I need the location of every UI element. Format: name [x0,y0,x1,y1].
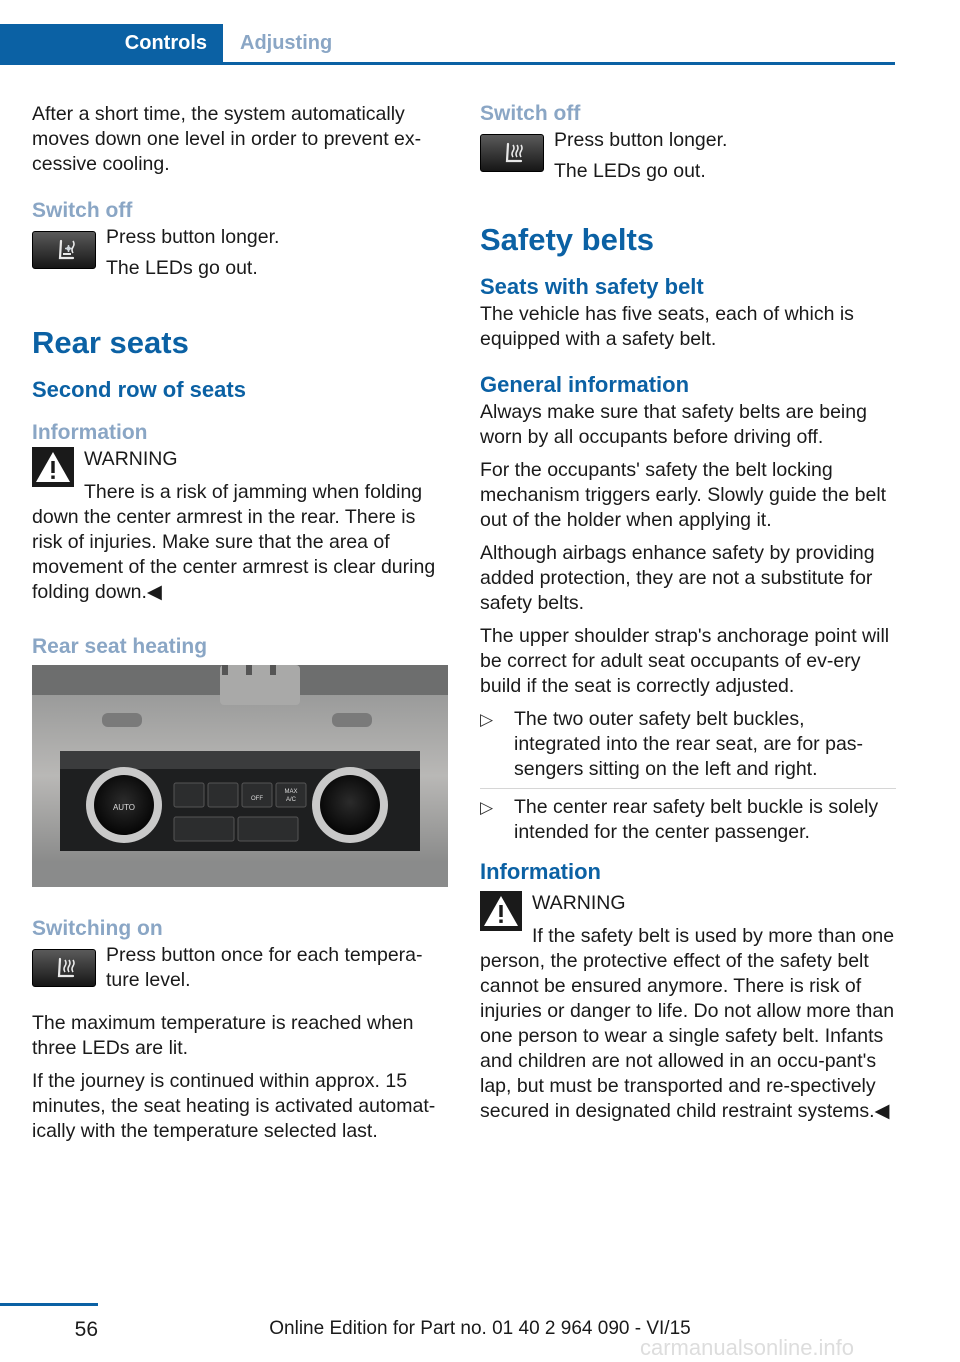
switch-off-line1-right: Press button longer. [554,129,728,151]
tab-adjusting[interactable]: Adjusting [240,32,333,54]
seat-heating-button-icon [480,134,544,172]
general-paragraph-4: The upper shoulder strap's anchorage point will be correct for adult seat occupants of ev‐ery build if the seat is correctly adjusted. [480,625,890,697]
warning-triangle-icon [480,891,522,931]
seat-heating-button-icon [32,949,96,987]
warning-block [32,447,448,605]
switching-on-heading: Switching on [32,917,163,940]
section-title-rear-seats: Rear seats [32,325,189,360]
seat-ventilation-button-icon [32,231,96,269]
information-heading-right: Information [480,859,601,884]
switch-off-heading: Switch off [32,199,133,222]
page-number: 56 [74,1318,98,1341]
subsection-title-second-row: Second row of seats [32,377,246,402]
switching-on-instruction [32,943,448,1007]
watermark: carmanualsonline.info [640,1335,855,1360]
subsection-title-seats-with-belt: Seats with safety belt [480,274,704,299]
tab-controls[interactable]: Controls [0,24,223,62]
switch-off-line2-right: The LEDs go out. [554,160,706,182]
off-label: OFF [251,796,263,802]
list-item [480,707,896,782]
max-temperature-text: The maximum temperature is reached when three LEDs are lit. [32,1012,414,1059]
auto-label: AUTO [112,803,136,812]
ac-label: A/C [285,797,297,803]
edition-footer: Online Edition for Part no. 01 40 2 964 090 - VI/15 [269,1318,691,1339]
general-paragraph-1: Always make sure that safety belts are being worn by all occupants before driving off. [480,401,867,448]
switching-on-text: Press button once for each tempera‐ture level. [106,944,423,991]
general-paragraph-3: Although airbags enhance safety by providing added protection, they are not a substitute for safety belts. [480,542,875,614]
general-paragraph-2: For the occupants' safety the belt locking mechanism triggers early. Slowly guide the belt out of the holder when applying it. [480,459,887,531]
max-label: MAX [284,789,298,795]
rear-climate-control-photo [32,665,448,887]
switch-off-instruction-right [480,128,896,192]
warning-text-right: If the safety belt is used by more than one person, the protective effect of the safety belt cannot be ensured anymore. There is risk of injuries or danger to life. Do not allow more than one person to wear a single safety belt. Infants and children are not allowed in an occu‐pant's lap, but must be transported and re‐spectively secured in designated child restraint systems.◀ [480,925,895,1122]
left-column [32,102,448,1152]
switch-off-line1: Press button longer. [106,226,280,248]
list-item-text: The two outer safety belt buckles, integrated into the rear seat, are for pas‐sengers sitting on the left and right. [514,708,864,780]
bullet-marker-icon: ▷ [480,798,494,817]
switch-off-line2: The LEDs go out. [106,257,258,279]
list-item-text: The center rear safety belt buckle is solely intended for the center passenger. [514,796,879,843]
chapter-tab-bar [0,24,895,65]
section-title-safety-belts: Safety belts [480,222,655,257]
seats-paragraph: The vehicle has five seats, each of which is equipped with a safety belt. [480,303,854,350]
switch-off-instruction [32,225,448,289]
general-information-heading: General information [480,372,690,397]
intro-paragraph: After a short time, the system automatically moves down one level in order to prevent ex‐cessive cooling. [32,103,422,175]
warning-text: There is a risk of jamming when folding down the center armrest in the rear. There is risk of injuries. Make sure that the area of movement of the center armrest is clear during folding down.◀ [32,481,436,603]
right-column [480,102,896,1124]
rear-seat-heating-heading: Rear seat heating [32,635,208,658]
warning-block-right [480,891,896,1124]
switch-off-heading-right: Switch off [480,102,581,125]
information-heading: Information [32,421,148,444]
belt-buckle-list [480,707,896,845]
warning-label: WARNING [84,448,178,470]
journey-continued-text: If the journey is continued within approx. 15 minutes, the seat heating is activated automat‐ically with the temperature selected last. [32,1070,436,1142]
warning-triangle-icon [32,447,74,487]
bullet-marker-icon: ▷ [480,710,494,729]
warning-label-right: WARNING [532,892,626,914]
list-item [480,788,896,845]
footer-accent-line [0,1303,98,1306]
